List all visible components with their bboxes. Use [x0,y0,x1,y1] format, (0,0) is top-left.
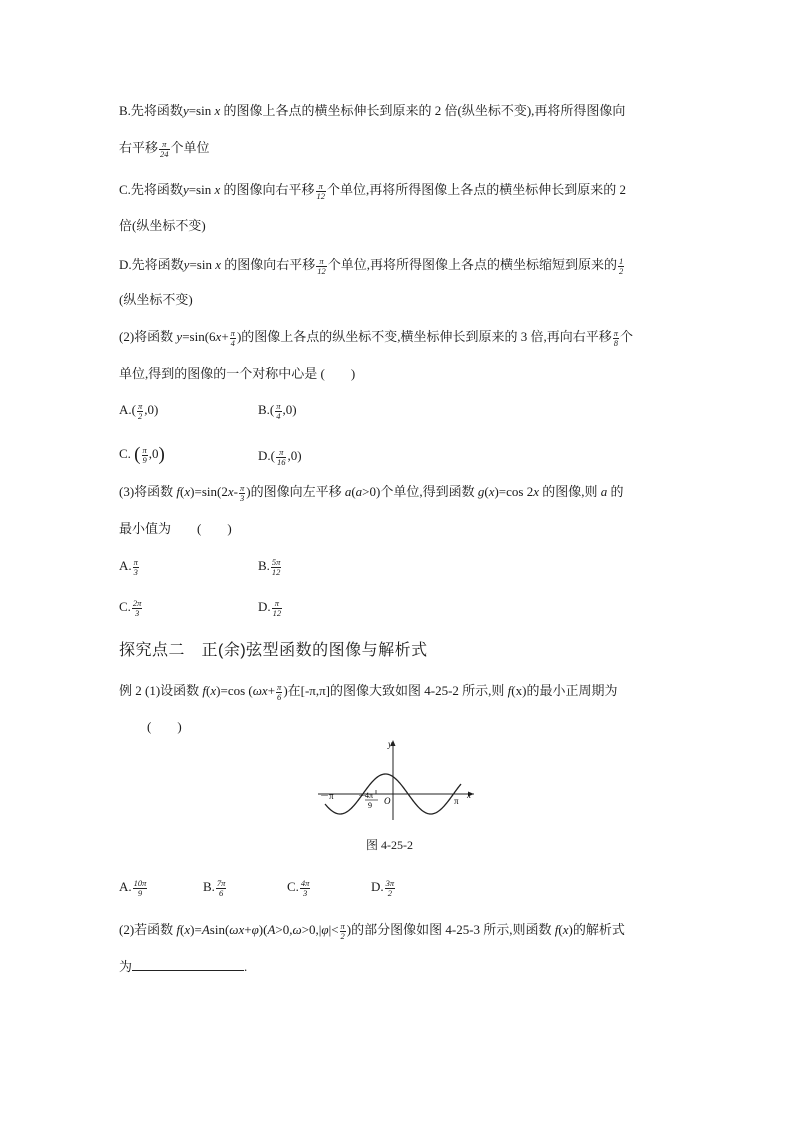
q1-option-d-line1: D.先将函数y=sin x 的图像向右平移 $\frac{\pi}{12}$ 个单位,再将所得图像上各点的横坐标缩短到原来的 $\frac{1}{2}$ [119,255,624,276]
section-heading: 探究点二 正(余)弦型函数的图像与解析式 [119,642,428,659]
q2-stem-line2: 单位,得到的图像的一个对称中心是 ( ) [119,366,356,381]
q3-option-b[interactable]: B. $\frac{5\pi}{12}$ [258,556,281,577]
q1-option-b-line2: 右平移 $\frac{\pi}{24}$ 个单位 [119,138,210,159]
example2-option-c[interactable]: C. $\frac{4\pi}{3}$ [287,877,310,898]
example2-part2-line2: 为 . [119,956,247,977]
q3-stem-line1: (3)将函数 f(x)=sin(2x- $\frac{\pi}{3}$ )的图像向左平移 a(a>0)个单位,得到函数 g(x)=cos 2x 的图像,则 a 的 [119,482,624,503]
q2-option-c[interactable]: C. ( $\frac{\pi}{9}$ ,0) [119,444,165,466]
example2-stem-line1: 例 2 (1)设函数 f(x)=cos (ωx+ $\frac{\pi}{6}$ )在[-π,π]的图像大致如图 4-25-2 所示,则 f(x)的最小正周期为 [119,681,618,702]
q3-option-c[interactable]: C. $\frac{2\pi}{3}$ [119,597,142,618]
y-axis-label: y [388,739,392,749]
fraction: $\frac{\pi}{12}$ [316,180,326,201]
example2-stem-line2: ( ) [147,719,182,734]
example2-part2-line1: (2)若函数 f(x)=Asin(ωx+φ)(A>0,ω>0,|φ|< $\frac{\pi}{2}$ )的部分图像如图 4-25-3 所示,则函数 f(x)的解析式 [119,920,625,941]
q1-option-b-line1: B.先将函数y=sin x 的图像上各点的横坐标伸长到原来的 2 倍(纵坐标不变),再将所得图像向 [119,103,626,118]
fraction: $\frac{\pi}{24}$ [160,138,169,159]
q3-option-a[interactable]: A. $\frac{\pi}{3}$ [119,556,138,577]
right-bound-label: π [454,796,459,806]
q3-option-d[interactable]: D. $\frac{\pi}{12}$ [258,597,282,618]
example2-option-b[interactable]: B. $\frac{7\pi}{6}$ [203,877,226,898]
example2-option-a[interactable]: A. $\frac{10\pi}{9}$ [119,877,147,898]
q3-stem-line2: 最小值为 ( ) [119,521,232,536]
left-bound-label: －π [320,791,334,801]
fraction: $\frac{\pi}{12}$ [317,255,326,276]
mark-numerator: 4π [365,791,374,800]
q2-option-a[interactable]: A.( $\frac{\pi}{2}$ ,0) [119,400,159,421]
origin-label: O [384,796,391,806]
q1-option-c-line2: 倍(纵坐标不变) [119,218,206,233]
q2-option-b[interactable]: B.( $\frac{\pi}{4}$ ,0) [258,400,297,421]
q1-option-c-line1: C.先将函数y=sin x 的图像向右平移 $\frac{\pi}{12}$ 个单位,再将所得图像上各点的横坐标伸长到原来的 2 [119,180,627,201]
q2-option-d[interactable]: D.( $\frac{\pi}{16}$ ,0) [258,446,302,467]
mark-minus: － [358,791,368,801]
fraction: $\frac{1}{2}$ [619,255,624,276]
figure-caption: 图 4-25-2 [366,838,413,852]
mark-denominator: 9 [368,801,372,810]
answer-blank[interactable] [132,956,244,971]
x-axis-label: x [467,790,471,800]
cosine-graph-figure [314,736,480,824]
q2-stem-line1: (2)将函数 y=sin(6x+ $\frac{\pi}{4}$ )的图像上各点的纵坐标不变,横坐标伸长到原来的 3 倍,再向右平移 $\frac{\pi}{8}$ 个 [119,327,634,348]
q1-option-d-line2: (纵坐标不变) [119,292,193,307]
example2-option-d[interactable]: D. $\frac{3\pi}{2}$ [371,877,395,898]
